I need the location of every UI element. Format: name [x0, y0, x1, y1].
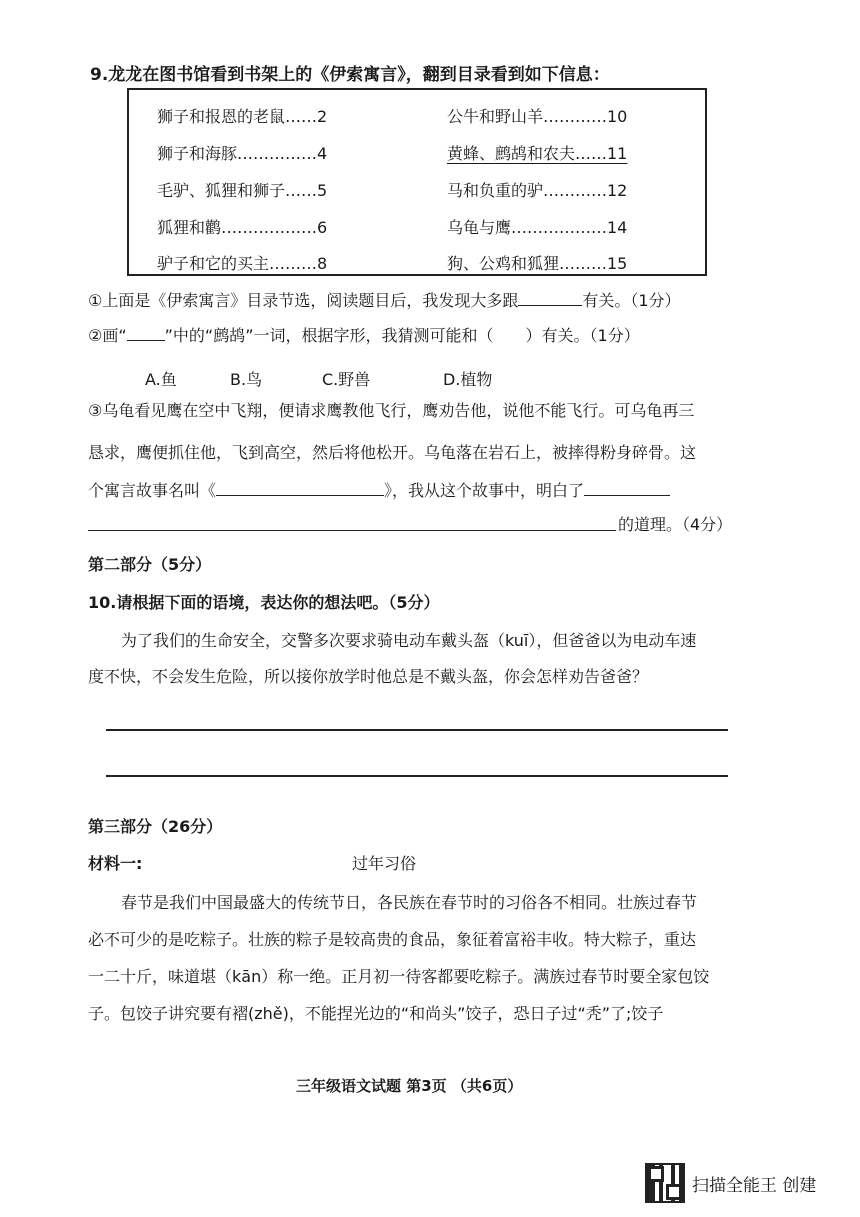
option-b: B.鸟	[230, 370, 263, 389]
toc-left-3: 毛驴、狐狸和狮子……5	[157, 181, 328, 200]
toc-left-1: 狮子和报恩的老鼠……2	[157, 107, 328, 126]
story-title-blank[interactable]	[216, 481, 384, 496]
material-label: 材料一:	[88, 854, 143, 873]
part2-heading: 第二部分（5分）	[88, 555, 212, 574]
part3-heading: 第三部分（26分）	[88, 817, 223, 836]
q9-sub3-line2: 恳求，鹰便抓住他，飞到高空，然后将他松开。乌龟落在岩石上，被摔得粉身碎骨。这	[88, 443, 697, 462]
option-a: A.鱼	[145, 370, 177, 389]
toc-right-2: 黄蜂、鹧鸪和农夫……11	[447, 144, 628, 163]
q9-sub3-line3-text-b: 》，我从这个故事中，明白了	[384, 481, 585, 500]
answer-line-1[interactable]	[106, 729, 728, 731]
qr-code-icon	[645, 1163, 685, 1203]
toc-box	[127, 88, 707, 276]
q10-title: 10.请根据下面的语境，表达你的想法吧。（5分）	[88, 593, 440, 612]
q9-sub1-text-b: 有关。（1分）	[582, 291, 681, 310]
lesson-blank-2[interactable]	[88, 530, 616, 531]
toc-left-4: 狐狸和鹳………………6	[157, 218, 328, 237]
option-d: D.植物	[443, 370, 493, 389]
q9-sub2-blank[interactable]	[127, 326, 165, 341]
q9-sub2-text-b: ”中的“鹧鸪”一词，根据字形，我猜测可能和（ ）有关。（1分）	[164, 326, 640, 345]
q9-sub3-line3-text-a: 个寓言故事名叫《	[88, 481, 217, 500]
q10-line2: 度不快，不会发生危险，所以接你放学时他总是不戴头盔，你会怎样劝告爸爸？	[88, 667, 649, 686]
toc-right-3: 马和负重的驴…………12	[447, 181, 628, 200]
toc-right-4: 乌龟与鹰………………14	[447, 218, 628, 237]
material-title: 过年习俗	[352, 854, 417, 873]
q9-sub1-text-a: ①上面是《伊索寓言》目录节选，阅读题目后，我发现大多跟	[88, 291, 519, 310]
page-footer: 三年级语文试题 第3页 （共6页）	[296, 1077, 523, 1095]
answer-line-2[interactable]	[106, 775, 728, 777]
q9-sub3-line1: ③乌龟看见鹰在空中飞翔，便请求鹰教他飞行，鹰劝告他，说他不能飞行。可乌龟再三	[88, 401, 695, 420]
q9-sub3-line4: 的道理。（4分）	[618, 515, 733, 534]
passage-line-3: 一二十斤，味道堪（kān）称一绝。正月初一待客都要吃粽子。满族过春节时要全家包饺	[88, 967, 710, 986]
q9-sub2	[88, 323, 640, 346]
toc-left-5: 驴子和它的买主………8	[157, 254, 328, 273]
toc-right-1: 公牛和野山羊…………10	[447, 107, 628, 126]
q9-sub3-line3	[88, 478, 670, 501]
lesson-blank-1[interactable]	[584, 481, 670, 496]
toc-right-5: 狗、公鸡和狐狸………15	[447, 254, 628, 273]
q9-sub2-text-a: ②画“	[88, 326, 127, 345]
q9-title: 9.龙龙在图书馆看到书架上的《伊索寓言》，翻到目录看到如下信息：	[90, 65, 610, 85]
passage-line-1: 春节是我们中国最盛大的传统节日，各民族在春节时的习俗各不相同。壮族过春节	[121, 893, 698, 912]
option-c: C.野兽	[322, 370, 371, 389]
q10-line1: 为了我们的生命安全，交警多次要求骑电动车戴头盔（kuī），但爸爸以为电动车速	[121, 631, 697, 650]
passage-line-2: 必不可少的是吃粽子。壮族的粽子是较高贵的食品，象征着富裕丰收。特大粽子，重达	[88, 930, 697, 949]
q9-sub1	[88, 288, 681, 311]
passage-line-4: 子。包饺子讲究要有褶(zhě)，不能捏光边的“和尚头”饺子，恐日子过“秃”了;饺子	[88, 1004, 664, 1023]
scanner-watermark: 扫描全能王 创建	[692, 1176, 817, 1196]
toc-left-2: 狮子和海豚……………4	[157, 144, 328, 163]
q9-sub1-blank[interactable]	[518, 291, 582, 306]
